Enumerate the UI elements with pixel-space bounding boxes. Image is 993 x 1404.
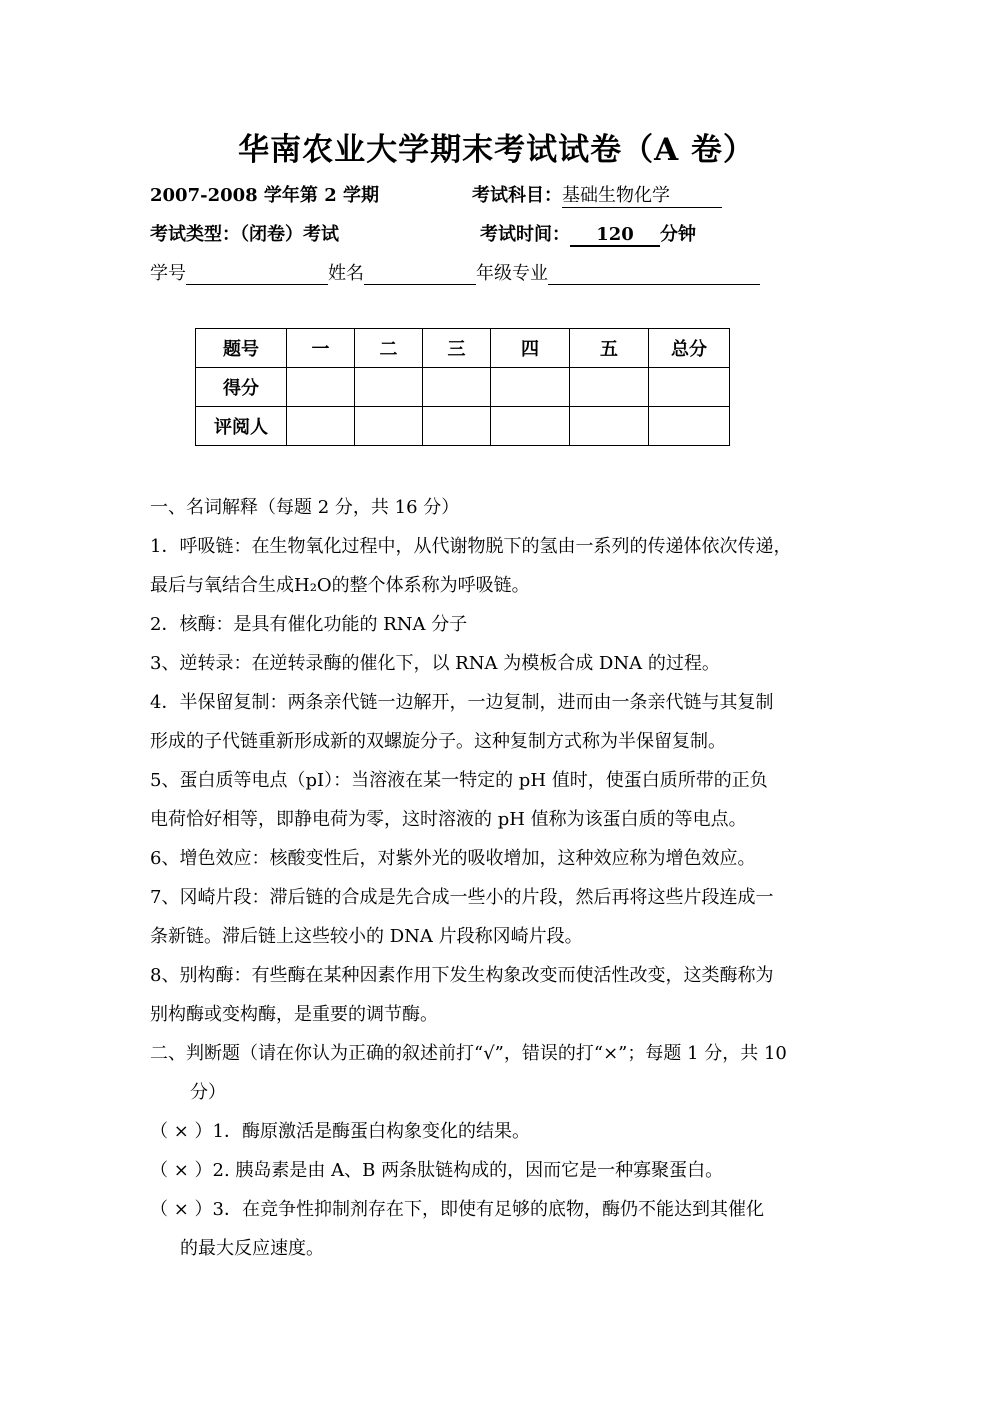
table-column-header: 总分 — [649, 329, 730, 368]
judgement-item — [150, 1112, 791, 1151]
subject-label: 考试科目： — [472, 185, 562, 206]
grader-cell[interactable] — [355, 407, 423, 446]
question-line: 电荷恰好相等，即静电荷为零，这时溶液的 pH 值称为该蛋白质的等电点。 — [150, 809, 747, 830]
question-line: 3、逆转录：在逆转录酶的催化下，以 RNA 为模板合成 DNA 的过程。 — [150, 653, 720, 674]
table-column-header: 三 — [423, 329, 491, 368]
score-cell[interactable] — [423, 368, 491, 407]
question-line: 条新链。滞后链上这些较小的 DNA 片段称冈崎片段。 — [150, 926, 583, 947]
page-title: 华南农业大学期末考试试卷（A 卷） — [238, 132, 755, 168]
student-id-blank[interactable] — [186, 264, 328, 285]
score-cell[interactable] — [570, 368, 649, 407]
question-line: 6、增色效应：核酸变性后，对紫外光的吸收增加，这种效应称为增色效应。 — [150, 848, 756, 869]
name-blank[interactable] — [364, 264, 476, 285]
score-cell[interactable] — [649, 368, 730, 407]
table-column-header: 二 — [355, 329, 423, 368]
grade-major-label: 年级专业 — [476, 263, 548, 284]
question-line: 形成的子代链重新形成新的双螺旋分子。这种复制方式称为半保留复制。 — [150, 731, 726, 752]
table-row-label: 评阅人 — [196, 407, 287, 446]
question-item — [150, 644, 791, 683]
grader-cell[interactable] — [649, 407, 730, 446]
question-line: 4．半保留复制：两条亲代链一边解开，一边复制，进而由一条亲代链与其复制 — [150, 692, 774, 713]
question-line: （ × ）2. 胰岛素是由 A、B 两条肽链构成的，因而它是一种寡聚蛋白。 — [150, 1160, 724, 1181]
section-1 — [150, 488, 791, 1268]
grader-cell[interactable] — [570, 407, 649, 446]
table-column-header: 一 — [287, 329, 355, 368]
judgement-item — [150, 1151, 791, 1190]
question-line: 5、蛋白质等电点（pI）：当溶液在某一特定的 pH 值时，使蛋白质所带的正负 — [150, 770, 768, 791]
section-2-heading-cont: 分） — [190, 1082, 226, 1103]
question-line: （ × ）3．在竞争性抑制剂存在下，即使有足够的底物，酶仍不能达到其催化 — [150, 1199, 764, 1220]
question-line: 2．核酶：是具有催化功能的 RNA 分子 — [150, 614, 468, 635]
question-item — [150, 527, 791, 605]
section-2 — [150, 1034, 791, 1268]
score-cell[interactable] — [491, 368, 570, 407]
grader-cell[interactable] — [287, 407, 355, 446]
section-2-heading: 二、判断题（请在你认为正确的叙述前打“√”，错误的打“×”；每题 1 分，共 10 — [150, 1043, 787, 1064]
score-cell[interactable] — [355, 368, 423, 407]
student-info-row — [150, 259, 760, 285]
question-item — [150, 605, 791, 644]
student-id-label: 学号 — [150, 263, 186, 284]
table-column-header: 五 — [570, 329, 649, 368]
subject-value: 基础生物化学 — [562, 181, 722, 208]
year-term: 2007-2008 学年第 2 学期 — [150, 185, 379, 206]
table-row-label: 得分 — [196, 368, 287, 407]
question-line: 的最大反应速度。 — [180, 1238, 324, 1259]
time-label: 考试时间： — [480, 224, 570, 245]
time-unit: 分钟 — [660, 224, 696, 245]
judgement-item — [150, 1190, 791, 1268]
question-item — [150, 956, 791, 1034]
score-table-header-row — [196, 329, 730, 368]
grader-cell[interactable] — [491, 407, 570, 446]
name-label: 姓名 — [328, 263, 364, 284]
score-cell[interactable] — [287, 368, 355, 407]
exam-type: 考试类型：（闭卷）考试 — [150, 224, 339, 245]
question-line: 7、冈崎片段：滞后链的合成是先合成一些小的片段，然后再将这些片段连成一 — [150, 887, 774, 908]
time-value: 120 — [570, 224, 660, 247]
question-item — [150, 878, 791, 956]
question-item — [150, 761, 791, 839]
time-field — [480, 220, 696, 247]
question-line: 最后与氧结合生成H₂O的整个体系称为呼吸链。 — [150, 575, 530, 596]
table-header-cell: 题号 — [196, 329, 287, 368]
section-1-heading: 一、名词解释（每题 2 分，共 16 分） — [150, 497, 460, 518]
question-item — [150, 839, 791, 878]
question-item — [150, 683, 791, 761]
grade-major-blank[interactable] — [548, 264, 760, 285]
question-line: 别构酶或变构酶，是重要的调节酶。 — [150, 1004, 438, 1025]
question-line: （ × ）1．酶原激活是酶蛋白构象变化的结果。 — [150, 1121, 530, 1142]
question-line: 1．呼吸链：在生物氧化过程中，从代谢物脱下的氢由一系列的传递体依次传递， — [150, 536, 792, 557]
table-column-header: 四 — [491, 329, 570, 368]
score-table — [195, 328, 730, 446]
subject-field — [472, 181, 722, 208]
question-line: 8、别构酶：有些酶在某种因素作用下发生构象改变而使活性改变，这类酶称为 — [150, 965, 774, 986]
score-table-row — [196, 407, 730, 446]
grader-cell[interactable] — [423, 407, 491, 446]
score-table-row — [196, 368, 730, 407]
